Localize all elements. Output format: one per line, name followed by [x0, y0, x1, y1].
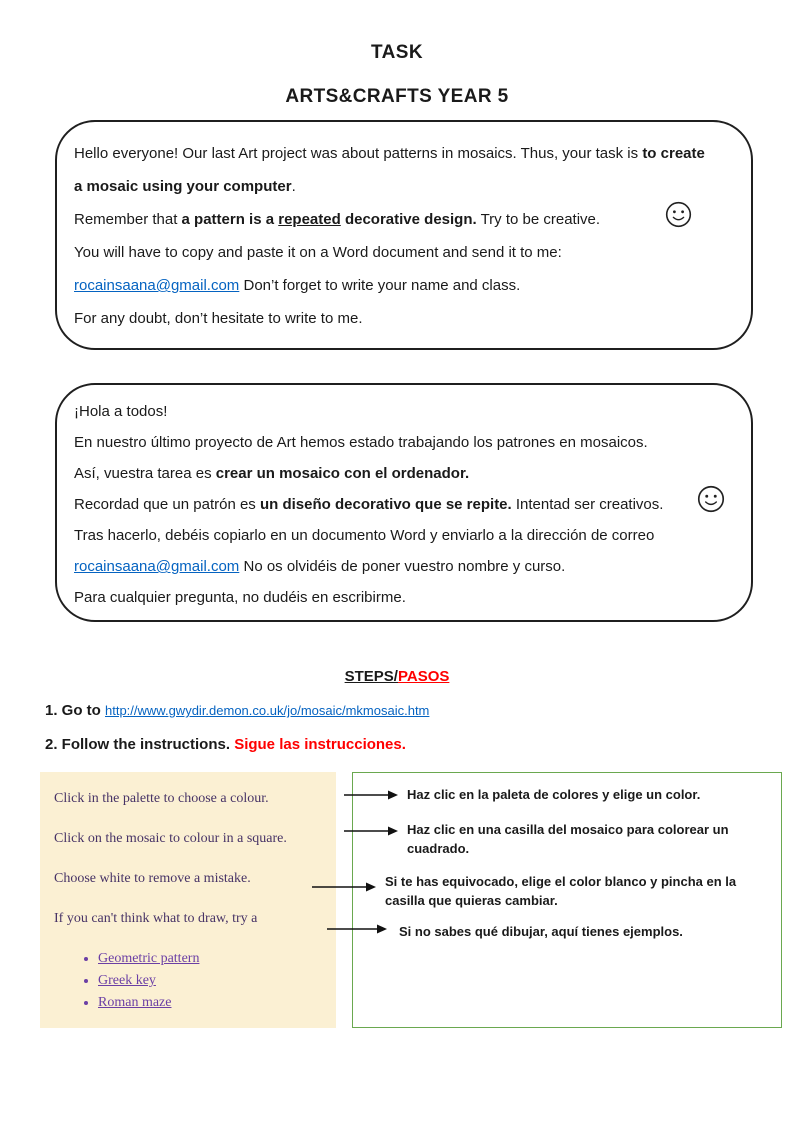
english-paragraph-1: [74, 137, 709, 203]
spanish-paragraph-4: [74, 489, 713, 520]
website-screenshot-box: [40, 772, 336, 1028]
geometric-pattern-link[interactable]: Geometric pattern: [98, 951, 200, 966]
page-subtitle: ARTS&CRAFTS YEAR 5: [285, 86, 509, 107]
english-paragraph-4: For any doubt, don’t hesitate to write to me.: [74, 310, 363, 327]
instruction-line-4: If you can't think what to draw, try a: [54, 911, 258, 926]
text: Hello everyone! Our last Art project was about patterns in mosaics. Thus, your task is: [74, 145, 643, 162]
email-link[interactable]: rocainsaana@gmail.com: [74, 277, 240, 294]
smiley-icon: [697, 485, 725, 517]
roman-maze-link[interactable]: Roman maze: [98, 995, 172, 1010]
text: Try to be creative.: [476, 211, 601, 228]
email-link[interactable]: rocainsaana@gmail.com: [74, 558, 240, 575]
spanish-paragraph-2: En nuestro último proyecto de Art hemos estado trabajando los patrones en mosaicos.: [74, 434, 648, 451]
text: Recordad que un patrón es: [74, 496, 260, 513]
list-item: [98, 970, 326, 992]
steps-heading: [0, 668, 794, 685]
bold-text: to create a mosaic using your computer: [74, 145, 705, 195]
arrow-right-icon: [327, 922, 387, 940]
translation-item-3: Si te has equivocado, elige el color blanco y pincha en la casilla que quieras cambiar.: [385, 874, 737, 908]
bold-text: decorative design.: [340, 211, 477, 228]
instruction-line-3: Choose white to remove a mistake.: [54, 871, 251, 886]
bold-text: crear un mosaico con el ordenador.: [215, 465, 470, 482]
bold-text: un diseño decorativo que se repite.: [259, 496, 512, 513]
steps-heading-english: STEPS/: [344, 668, 398, 685]
text: Intentad ser creativos.: [511, 496, 664, 513]
text: No os olvidéis de poner vuestro nombre y curso.: [239, 558, 566, 575]
step-2: [45, 736, 406, 753]
instruction-line-1: Click in the palette to choose a colour.: [54, 791, 269, 806]
spanish-instructions-box: [55, 383, 753, 622]
bold-text: a pattern is a: [181, 211, 279, 228]
list-item: [98, 948, 326, 970]
mosaic-instructions-section: [0, 772, 794, 1030]
english-paragraph-3: [74, 236, 709, 302]
text: Así, vuestra tarea es: [74, 465, 216, 482]
text: Don’t forget to write your name and class.: [239, 277, 521, 294]
arrow-right-icon: [312, 880, 376, 898]
arrow-right-icon: [344, 824, 398, 842]
step-1: [45, 702, 429, 719]
spanish-paragraph-3: [74, 458, 713, 489]
underlined-bold-text: repeated: [278, 211, 341, 228]
text: You will have to copy and paste it on a Word document and send it to me:: [74, 244, 562, 261]
spanish-paragraph-5: [74, 520, 713, 582]
pattern-links-list: [98, 948, 326, 1014]
smiley-icon: [665, 201, 692, 232]
mosaic-maker-url-link[interactable]: http://www.gwydir.demon.co.uk/jo/mosaic/mkmosaic.htm: [105, 703, 430, 718]
english-instructions-box: [55, 120, 753, 350]
translation-item-4: Si no sabes qué dibujar, aquí tienes ejemplos.: [399, 924, 683, 939]
text: Tras hacerlo, debéis copiarlo en un documento Word y enviarlo a la dirección de correo: [74, 527, 655, 544]
translation-item-2: Haz clic en una casilla del mosaico para colorear un cuadrado.: [407, 822, 729, 856]
greek-key-link[interactable]: Greek key: [98, 973, 156, 988]
translation-item-1: Haz clic en la paleta de colores y elige un color.: [407, 787, 701, 802]
text: .: [291, 178, 296, 195]
spanish-translation-box: [352, 772, 782, 1028]
list-item: [98, 992, 326, 1014]
text: Remember that: [74, 211, 182, 228]
step-2-spanish-label: Sigue las instrucciones.: [234, 736, 406, 753]
step-2-label: 2. Follow the instructions.: [45, 736, 235, 753]
instruction-line-2: Click on the mosaic to colour in a square.: [54, 831, 287, 846]
steps-heading-spanish: PASOS: [397, 668, 450, 685]
arrow-right-icon: [344, 788, 398, 806]
spanish-paragraph-6: Para cualquier pregunta, no dudéis en escribirme.: [74, 589, 406, 606]
page-title: TASK: [371, 42, 423, 63]
english-paragraph-2: [74, 203, 709, 236]
spanish-paragraph-1: ¡Hola a todos!: [74, 403, 168, 420]
step-1-label: 1. Go to: [45, 702, 105, 719]
